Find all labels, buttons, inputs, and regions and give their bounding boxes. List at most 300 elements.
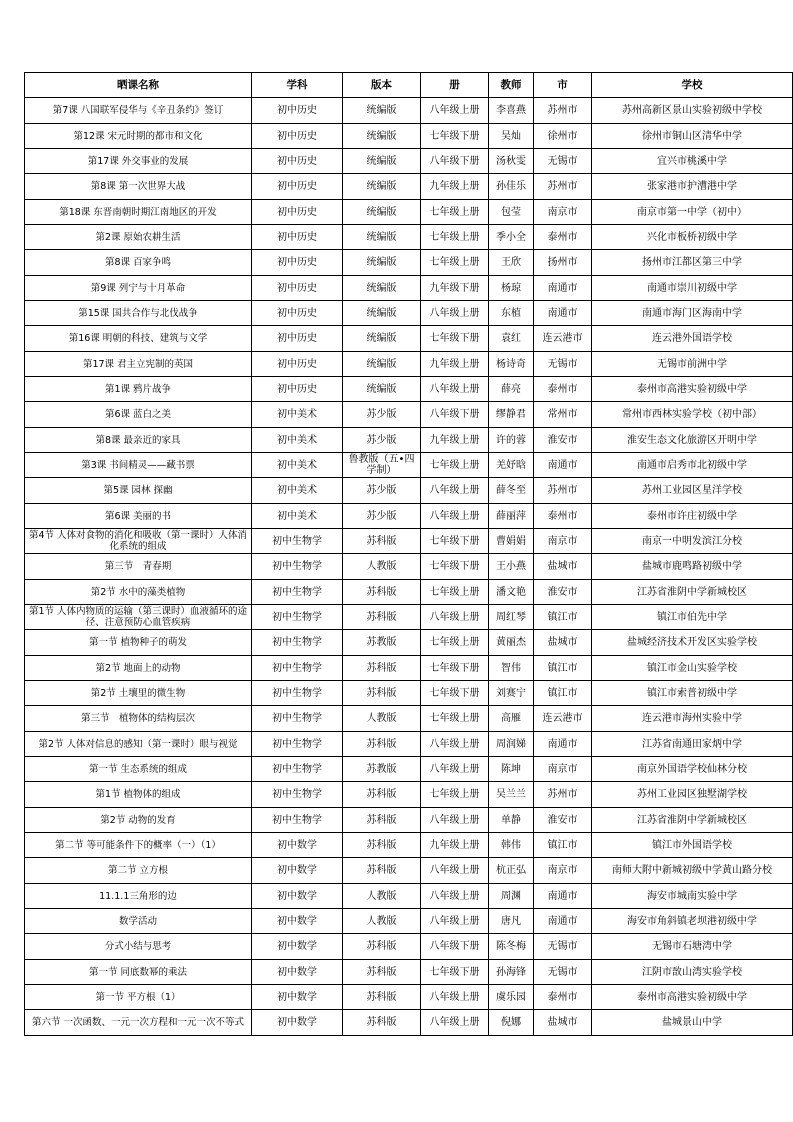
school-cell: 南通市启秀市北初级中学 (592, 453, 793, 478)
subject-cell: 初中生物学 (252, 706, 343, 732)
teacher-cell: 吴兰兰 (489, 782, 534, 808)
edition-cell: 苏教版 (343, 757, 421, 782)
course-name-cell: 第一节 平方根（1） (25, 985, 252, 1010)
course-name-cell: 第1节 植物体的组成 (25, 782, 252, 808)
school-cell: 无锡市石塘湾中学 (592, 934, 793, 960)
table-row (25, 124, 793, 149)
teacher-cell: 王欣 (489, 250, 534, 276)
school-cell: 苏州高新区景山实验初级中学校 (592, 98, 793, 124)
course-name-cell: 第2节 地面上的动物 (25, 656, 252, 681)
edition-cell: 苏少版 (343, 402, 421, 428)
volume-cell: 八年级下册 (421, 402, 489, 428)
teacher-cell: 曹娟娟 (489, 529, 534, 554)
subject-cell: 初中生物学 (252, 630, 343, 656)
course-name-cell: 第16课 明朝的科技、建筑与文学 (25, 326, 252, 352)
city-cell: 镇江市 (534, 681, 592, 706)
course-name-cell: 第8课 最亲近的家具 (25, 428, 252, 453)
school-cell: 淮安生态文化旅游区开明中学 (592, 428, 793, 453)
edition-cell: 统编版 (343, 225, 421, 250)
teacher-cell: 孙海锋 (489, 960, 534, 985)
edition-cell: 苏科版 (343, 960, 421, 985)
edition-cell: 苏科版 (343, 732, 421, 757)
volume-cell: 七年级下册 (421, 960, 489, 985)
table-row (25, 656, 793, 681)
teacher-cell: 周渊 (489, 884, 534, 909)
city-cell: 盐城市 (534, 1010, 592, 1036)
header-subject: 学科 (252, 73, 343, 98)
edition-cell: 统编版 (343, 326, 421, 352)
subject-cell: 初中历史 (252, 250, 343, 276)
city-cell: 扬州市 (534, 250, 592, 276)
school-cell: 苏州工业园区独墅湖学校 (592, 782, 793, 808)
city-cell: 南通市 (534, 884, 592, 909)
subject-cell: 初中历史 (252, 377, 343, 402)
edition-cell: 苏科版 (343, 681, 421, 706)
table-row (25, 757, 793, 782)
subject-cell: 初中历史 (252, 174, 343, 200)
edition-cell: 苏科版 (343, 808, 421, 833)
subject-cell: 初中历史 (252, 225, 343, 250)
city-cell: 泰州市 (534, 985, 592, 1010)
city-cell: 苏州市 (534, 174, 592, 200)
edition-cell: 统编版 (343, 174, 421, 200)
course-name-cell: 第三节 青春期 (25, 554, 252, 580)
edition-cell: 苏科版 (343, 985, 421, 1010)
table-row (25, 706, 793, 732)
edition-cell: 统编版 (343, 124, 421, 149)
table-row (25, 782, 793, 808)
city-cell: 连云港市 (534, 326, 592, 352)
volume-cell: 七年级上册 (421, 782, 489, 808)
city-cell: 无锡市 (534, 149, 592, 174)
school-cell: 南京市第一中学（初中） (592, 200, 793, 225)
edition-cell: 统编版 (343, 200, 421, 225)
subject-cell: 初中生物学 (252, 732, 343, 757)
volume-cell: 九年级上册 (421, 833, 489, 858)
course-name-cell: 第2节 土壤里的微生物 (25, 681, 252, 706)
edition-cell: 统编版 (343, 276, 421, 301)
teacher-cell: 黄丽杰 (489, 630, 534, 656)
teacher-cell: 陈坤 (489, 757, 534, 782)
edition-cell: 苏科版 (343, 934, 421, 960)
course-name-cell: 第17课 外交事业的发展 (25, 149, 252, 174)
volume-cell: 七年级下册 (421, 124, 489, 149)
course-name-cell: 第2节 水中的藻类植物 (25, 580, 252, 605)
subject-cell: 初中数学 (252, 1010, 343, 1036)
volume-cell: 七年级上册 (421, 453, 489, 478)
city-cell: 淮安市 (534, 428, 592, 453)
volume-cell: 八年级下册 (421, 934, 489, 960)
volume-cell: 七年级下册 (421, 326, 489, 352)
volume-cell: 八年级上册 (421, 301, 489, 326)
course-name-cell: 第6课 蓝白之美 (25, 402, 252, 428)
city-cell: 泰州市 (534, 377, 592, 402)
subject-cell: 初中生物学 (252, 757, 343, 782)
edition-cell: 统编版 (343, 301, 421, 326)
school-cell: 南师大附中新城初级中学黄山路分校 (592, 858, 793, 884)
school-cell: 镇江市伯先中学 (592, 605, 793, 630)
volume-cell: 八年级上册 (421, 732, 489, 757)
subject-cell: 初中生物学 (252, 554, 343, 580)
subject-cell: 初中历史 (252, 276, 343, 301)
course-name-cell: 第7课 八国联军侵华与《辛丑条约》签订 (25, 98, 252, 124)
teacher-cell: 高雁 (489, 706, 534, 732)
volume-cell: 七年级上册 (421, 250, 489, 276)
subject-cell: 初中生物学 (252, 605, 343, 630)
volume-cell: 七年级上册 (421, 200, 489, 225)
city-cell: 镇江市 (534, 605, 592, 630)
city-cell: 南京市 (534, 529, 592, 554)
course-name-cell: 第4节 人体对食物的消化和吸收（第一课时）人体消化系统的组成 (25, 529, 252, 554)
course-name-cell: 第二节 立方根 (25, 858, 252, 884)
school-cell: 江苏省淮阴中学新城校区 (592, 580, 793, 605)
table-row (25, 833, 793, 858)
course-name-cell: 第1课 鸦片战争 (25, 377, 252, 402)
teacher-cell: 韩伟 (489, 833, 534, 858)
volume-cell: 八年级上册 (421, 377, 489, 402)
edition-cell: 苏科版 (343, 656, 421, 681)
course-name-cell: 第二节 等可能条件下的概率（一）（1） (25, 833, 252, 858)
course-name-cell: 11.1.1三角形的边 (25, 884, 252, 909)
volume-cell: 八年级上册 (421, 1010, 489, 1036)
edition-cell: 苏科版 (343, 1010, 421, 1036)
city-cell: 淮安市 (534, 580, 592, 605)
subject-cell: 初中生物学 (252, 529, 343, 554)
edition-cell: 鲁教版（五•四学制） (343, 453, 421, 478)
volume-cell: 八年级上册 (421, 478, 489, 504)
course-name-cell: 第18课 东晋南朝时期江南地区的开发 (25, 200, 252, 225)
table-row (25, 276, 793, 301)
teacher-cell: 周红琴 (489, 605, 534, 630)
course-name-cell: 第1节 人体内物质的运输（第三课时）血液循环的途径、注意预防心血管疾病 (25, 605, 252, 630)
table-row (25, 858, 793, 884)
edition-cell: 苏科版 (343, 833, 421, 858)
subject-cell: 初中数学 (252, 884, 343, 909)
teacher-cell: 唐凡 (489, 909, 534, 934)
subject-cell: 初中数学 (252, 909, 343, 934)
volume-cell: 七年级上册 (421, 706, 489, 732)
course-name-cell: 第8课 百家争鸣 (25, 250, 252, 276)
city-cell: 无锡市 (534, 352, 592, 377)
edition-cell: 统编版 (343, 377, 421, 402)
teacher-cell: 王小燕 (489, 554, 534, 580)
table-row (25, 1010, 793, 1036)
volume-cell: 九年级上册 (421, 174, 489, 200)
edition-cell: 统编版 (343, 250, 421, 276)
edition-cell: 苏科版 (343, 782, 421, 808)
city-cell: 苏州市 (534, 782, 592, 808)
table-row (25, 934, 793, 960)
city-cell: 南京市 (534, 858, 592, 884)
course-name-cell: 第六节 一次函数、一元一次方程和一元一次不等式 (25, 1010, 252, 1036)
table-row (25, 149, 793, 174)
edition-cell: 统编版 (343, 98, 421, 124)
teacher-cell: 袁红 (489, 326, 534, 352)
school-cell: 徐州市铜山区清华中学 (592, 124, 793, 149)
school-cell: 镇江市外国语学校 (592, 833, 793, 858)
table-row (25, 504, 793, 529)
volume-cell: 七年级上册 (421, 580, 489, 605)
volume-cell: 七年级下册 (421, 681, 489, 706)
table-row (25, 909, 793, 934)
course-name-cell: 第8课 第一次世界大战 (25, 174, 252, 200)
subject-cell: 初中数学 (252, 985, 343, 1010)
subject-cell: 初中美术 (252, 504, 343, 529)
school-cell: 南通市海门区海南中学 (592, 301, 793, 326)
course-name-cell: 数学活动 (25, 909, 252, 934)
city-cell: 南京市 (534, 200, 592, 225)
header-edition: 版本 (343, 73, 421, 98)
school-cell: 兴化市板桥初级中学 (592, 225, 793, 250)
school-cell: 张家港市护漕港中学 (592, 174, 793, 200)
volume-cell: 九年级下册 (421, 276, 489, 301)
city-cell: 镇江市 (534, 833, 592, 858)
school-cell: 盐城市鹿鸣路初级中学 (592, 554, 793, 580)
edition-cell: 苏科版 (343, 858, 421, 884)
volume-cell: 八年级上册 (421, 985, 489, 1010)
city-cell: 无锡市 (534, 960, 592, 985)
volume-cell: 九年级上册 (421, 428, 489, 453)
school-cell: 江苏省南通田家炳中学 (592, 732, 793, 757)
subject-cell: 初中数学 (252, 960, 343, 985)
city-cell: 南通市 (534, 301, 592, 326)
subject-cell: 初中美术 (252, 428, 343, 453)
volume-cell: 七年级上册 (421, 225, 489, 250)
course-name-cell: 第2节 动物的发育 (25, 808, 252, 833)
volume-cell: 七年级下册 (421, 529, 489, 554)
subject-cell: 初中生物学 (252, 681, 343, 706)
subject-cell: 初中历史 (252, 124, 343, 149)
teacher-cell: 孙佳乐 (489, 174, 534, 200)
school-cell: 江苏省淮阴中学新城校区 (592, 808, 793, 833)
school-cell: 南通市崇川初级中学 (592, 276, 793, 301)
table-row (25, 630, 793, 656)
teacher-cell: 周润娣 (489, 732, 534, 757)
school-cell: 无锡市前洲中学 (592, 352, 793, 377)
school-cell: 盐城经济技术开发区实验学校 (592, 630, 793, 656)
header-teacher: 教师 (489, 73, 534, 98)
school-cell: 海安市城南实验中学 (592, 884, 793, 909)
city-cell: 徐州市 (534, 124, 592, 149)
school-cell: 海安市角斜镇老坝港初级中学 (592, 909, 793, 934)
school-cell: 南京一中明发滨江分校 (592, 529, 793, 554)
table-row (25, 529, 793, 554)
school-cell: 扬州市江都区第三中学 (592, 250, 793, 276)
city-cell: 苏州市 (534, 98, 592, 124)
edition-cell: 苏科版 (343, 580, 421, 605)
school-cell: 镇江市索普初级中学 (592, 681, 793, 706)
school-cell: 盐城景山中学 (592, 1010, 793, 1036)
subject-cell: 初中美术 (252, 453, 343, 478)
edition-cell: 苏科版 (343, 529, 421, 554)
subject-cell: 初中数学 (252, 858, 343, 884)
teacher-cell: 羌妤晗 (489, 453, 534, 478)
edition-cell: 苏教版 (343, 630, 421, 656)
volume-cell: 八年级上册 (421, 909, 489, 934)
edition-cell: 人教版 (343, 554, 421, 580)
volume-cell: 八年级上册 (421, 98, 489, 124)
teacher-cell: 智伟 (489, 656, 534, 681)
subject-cell: 初中历史 (252, 200, 343, 225)
course-name-cell: 第三节 植物体的结构层次 (25, 706, 252, 732)
table-row (25, 200, 793, 225)
city-cell: 盐城市 (534, 554, 592, 580)
subject-cell: 初中美术 (252, 478, 343, 504)
school-cell: 江阴市敔山湾实验学校 (592, 960, 793, 985)
teacher-cell: 杨琼 (489, 276, 534, 301)
volume-cell: 八年级上册 (421, 808, 489, 833)
subject-cell: 初中历史 (252, 98, 343, 124)
table-body (25, 98, 793, 1036)
subject-cell: 初中历史 (252, 352, 343, 377)
teacher-cell: 刘赛宁 (489, 681, 534, 706)
city-cell: 泰州市 (534, 504, 592, 529)
teacher-cell: 李喜燕 (489, 98, 534, 124)
school-cell: 连云港外国语学校 (592, 326, 793, 352)
city-cell: 南京市 (534, 757, 592, 782)
subject-cell: 初中生物学 (252, 580, 343, 605)
city-cell: 常州市 (534, 402, 592, 428)
edition-cell: 人教版 (343, 706, 421, 732)
city-cell: 连云港市 (534, 706, 592, 732)
table-row (25, 605, 793, 630)
school-cell: 泰州市许庄初级中学 (592, 504, 793, 529)
teacher-cell: 倪娜 (489, 1010, 534, 1036)
city-cell: 南通市 (534, 276, 592, 301)
school-cell: 南京外国语学校仙林分校 (592, 757, 793, 782)
city-cell: 无锡市 (534, 934, 592, 960)
volume-cell: 八年级上册 (421, 884, 489, 909)
city-cell: 苏州市 (534, 478, 592, 504)
table-row (25, 478, 793, 504)
teacher-cell: 潘文艳 (489, 580, 534, 605)
course-name-cell: 第一节 植物种子的萌发 (25, 630, 252, 656)
city-cell: 淮安市 (534, 808, 592, 833)
course-name-cell: 第6课 美丽的书 (25, 504, 252, 529)
teacher-cell: 单静 (489, 808, 534, 833)
city-cell: 镇江市 (534, 656, 592, 681)
volume-cell: 八年级上册 (421, 605, 489, 630)
table-row (25, 732, 793, 757)
city-cell: 泰州市 (534, 225, 592, 250)
table-row (25, 377, 793, 402)
table-row (25, 884, 793, 909)
volume-cell: 八年级上册 (421, 858, 489, 884)
teacher-cell: 陈冬梅 (489, 934, 534, 960)
school-cell: 泰州市高港实验初级中学 (592, 985, 793, 1010)
course-name-cell: 第5课 园林 探幽 (25, 478, 252, 504)
school-cell: 连云港市海州实验中学 (592, 706, 793, 732)
course-name-cell: 第15课 国共合作与北伐战争 (25, 301, 252, 326)
edition-cell: 苏科版 (343, 605, 421, 630)
subject-cell: 初中数学 (252, 833, 343, 858)
header-row (25, 73, 793, 98)
volume-cell: 八年级下册 (421, 149, 489, 174)
teacher-cell: 许的蓉 (489, 428, 534, 453)
teacher-cell: 薛冬至 (489, 478, 534, 504)
course-name-cell: 第2课 原始农耕生活 (25, 225, 252, 250)
course-name-cell: 分式小结与思考 (25, 934, 252, 960)
course-table (24, 72, 793, 1036)
table-row (25, 985, 793, 1010)
teacher-cell: 薛丽萍 (489, 504, 534, 529)
volume-cell: 七年级下册 (421, 554, 489, 580)
edition-cell: 人教版 (343, 884, 421, 909)
subject-cell: 初中生物学 (252, 808, 343, 833)
subject-cell: 初中历史 (252, 301, 343, 326)
volume-cell: 八年级上册 (421, 504, 489, 529)
subject-cell: 初中数学 (252, 934, 343, 960)
edition-cell: 统编版 (343, 352, 421, 377)
teacher-cell: 缪静君 (489, 402, 534, 428)
course-name-cell: 第9课 列宁与十月革命 (25, 276, 252, 301)
school-cell: 泰州市高港实验初级中学 (592, 377, 793, 402)
city-cell: 盐城市 (534, 630, 592, 656)
table-row (25, 453, 793, 478)
course-name-cell: 第3课 书间精灵——藏书票 (25, 453, 252, 478)
course-name-cell: 第一节 同底数幂的乘法 (25, 960, 252, 985)
teacher-cell: 薛亮 (489, 377, 534, 402)
edition-cell: 人教版 (343, 909, 421, 934)
volume-cell: 七年级下册 (421, 656, 489, 681)
table-row (25, 808, 793, 833)
volume-cell: 八年级上册 (421, 757, 489, 782)
header-volume: 册 (421, 73, 489, 98)
city-cell: 南通市 (534, 453, 592, 478)
subject-cell: 初中生物学 (252, 782, 343, 808)
teacher-cell: 虞乐园 (489, 985, 534, 1010)
teacher-cell: 东植 (489, 301, 534, 326)
table-row (25, 326, 793, 352)
table-row (25, 428, 793, 453)
table-row (25, 250, 793, 276)
edition-cell: 苏少版 (343, 504, 421, 529)
school-cell: 苏州工业园区星洋学校 (592, 478, 793, 504)
edition-cell: 苏少版 (343, 478, 421, 504)
table-row (25, 225, 793, 250)
school-cell: 宜兴市桃溪中学 (592, 149, 793, 174)
course-name-cell: 第2节 人体对信息的感知（第一课时）眼与视觉 (25, 732, 252, 757)
header-school: 学校 (592, 73, 793, 98)
table-row (25, 554, 793, 580)
teacher-cell: 季小全 (489, 225, 534, 250)
teacher-cell: 汤秋雯 (489, 149, 534, 174)
table-row (25, 174, 793, 200)
header-course-name: 晒课名称 (25, 73, 252, 98)
subject-cell: 初中美术 (252, 402, 343, 428)
course-name-cell: 第一节 生态系统的组成 (25, 757, 252, 782)
course-name-cell: 第17课 君主立宪制的英国 (25, 352, 252, 377)
city-cell: 南通市 (534, 732, 592, 757)
table-row (25, 98, 793, 124)
school-cell: 常州市西林实验学校（初中部） (592, 402, 793, 428)
school-cell: 镇江市金山实验学校 (592, 656, 793, 681)
volume-cell: 九年级上册 (421, 352, 489, 377)
edition-cell: 苏少版 (343, 428, 421, 453)
teacher-cell: 吴灿 (489, 124, 534, 149)
table-row (25, 301, 793, 326)
teacher-cell: 包莹 (489, 200, 534, 225)
course-name-cell: 第12课 宋元时期的都市和文化 (25, 124, 252, 149)
table-row (25, 402, 793, 428)
table-row (25, 960, 793, 985)
table-row (25, 681, 793, 706)
table-row (25, 352, 793, 377)
subject-cell: 初中历史 (252, 326, 343, 352)
edition-cell: 统编版 (343, 149, 421, 174)
city-cell: 南通市 (534, 909, 592, 934)
teacher-cell: 杭正弘 (489, 858, 534, 884)
